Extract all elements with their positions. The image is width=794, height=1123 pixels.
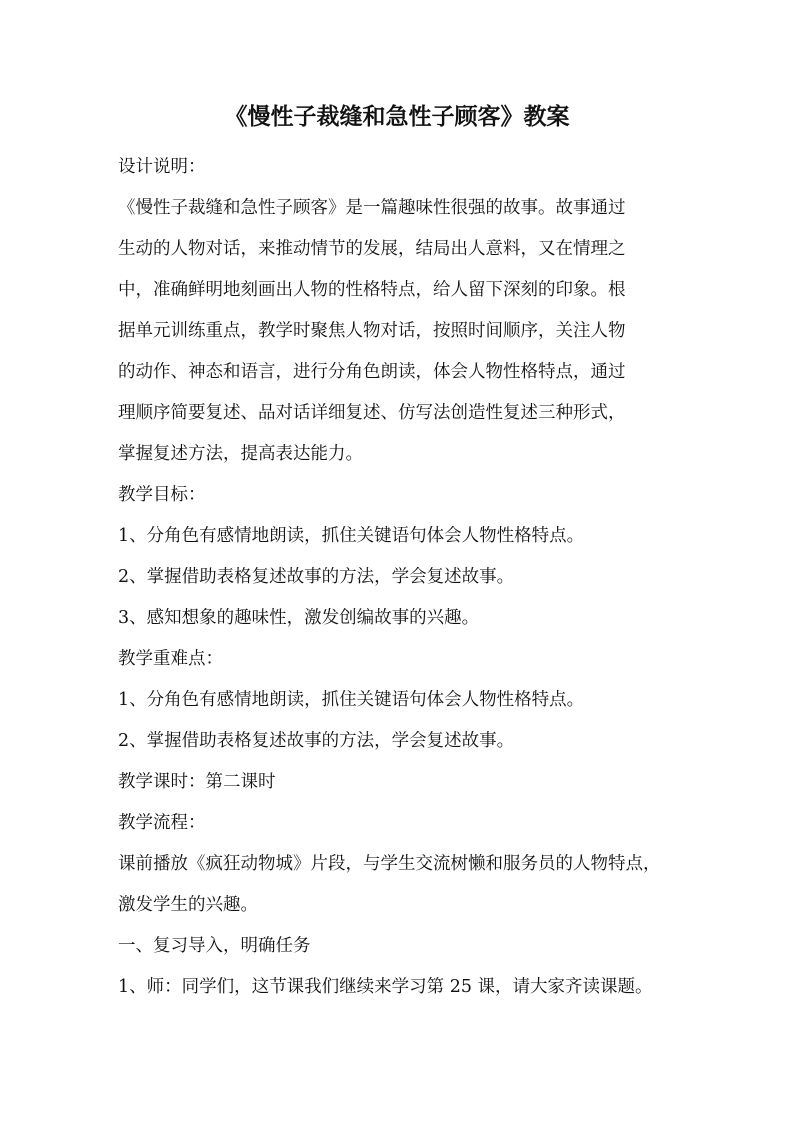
paragraph-line: 激发学生的兴趣。 (118, 895, 258, 915)
heading-design-notes: 设计说明： (118, 157, 206, 177)
document-title: 《慢性子裁缝和急性子顾客》教案 (224, 104, 570, 130)
heading-teaching-process: 教学流程： (118, 813, 206, 833)
list-item-key-point: 2、掌握借助表格复述故事的方法，学会复述故事。 (118, 731, 515, 751)
document-body (118, 147, 688, 1008)
paragraph-line: 的动作、神态和语言，进行分角色朗读，体会人物性格特点，通过 (118, 362, 626, 382)
paragraph-line: 1、师：同学们，这节课我们继续来学习第 25 课，请大家齐读课题。 (118, 977, 653, 997)
paragraph-line: 生动的人物对话，来推动情节的发展，结局出人意料，又在情理之 (118, 239, 626, 259)
heading-teaching-goals: 教学目标： (118, 485, 206, 505)
paragraph-line: 据单元训练重点，教学时聚焦人物对话，按照时间顺序，关注人物 (118, 321, 626, 341)
heading-key-points: 教学重难点： (118, 649, 223, 669)
paragraph-line: 中，准确鲜明地刻画出人物的性格特点，给人留下深刻的印象。根 (118, 280, 626, 300)
list-item-key-point: 1、分角色有感情地朗读，抓住关键语句体会人物性格特点。 (118, 690, 585, 710)
class-hours-line: 教学课时：第二课时 (118, 772, 276, 792)
paragraph-line: 课前播放《疯狂动物城》片段，与学生交流树懒和服务员的人物特点， (118, 854, 661, 874)
list-item-goal: 1、分角色有感情地朗读，抓住关键语句体会人物性格特点。 (118, 526, 585, 546)
list-item-goal: 3、感知想象的趣味性，激发创编故事的兴趣。 (118, 608, 480, 628)
paragraph-line: 掌握复述方法，提高表达能力。 (118, 444, 363, 464)
list-item-goal: 2、掌握借助表格复述故事的方法，学会复述故事。 (118, 567, 515, 587)
section-heading: 一、复习导入，明确任务 (118, 936, 311, 956)
paragraph-line: 理顺序简要复述、品对话详细复述、仿写法创造性复述三种形式， (118, 403, 626, 423)
paragraph-line: 《慢性子裁缝和急性子顾客》是一篇趣味性很强的故事。故事通过 (118, 198, 626, 218)
